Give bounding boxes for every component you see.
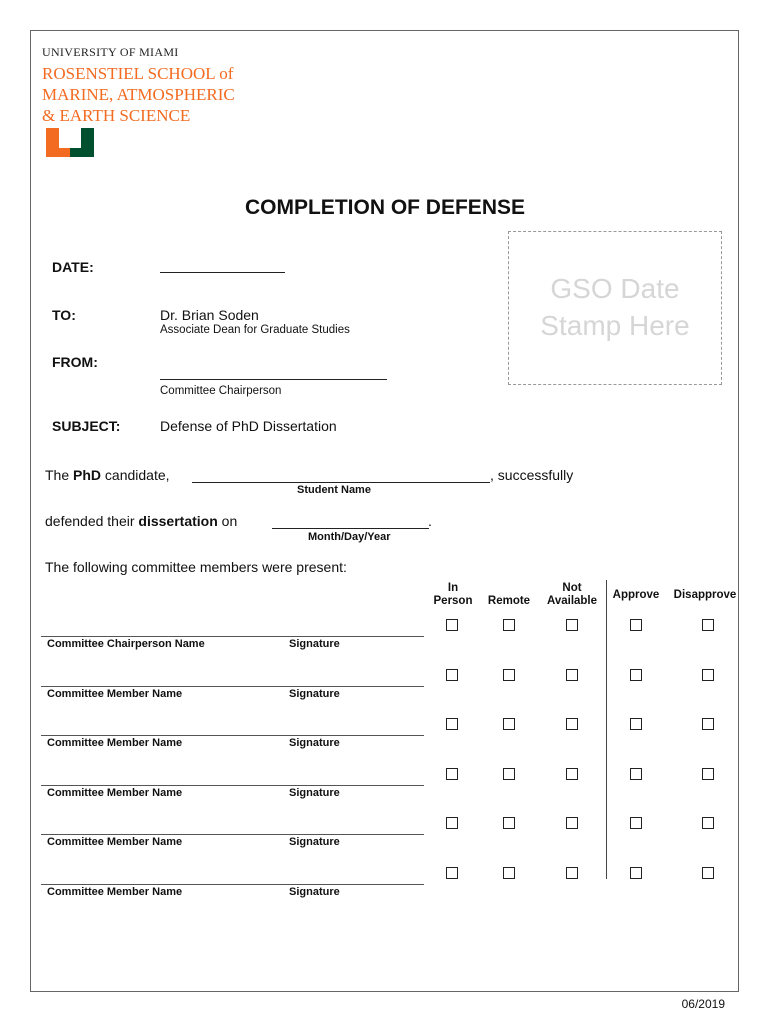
signature-label: Signature [289,836,340,848]
checkbox-remote[interactable] [503,867,515,879]
signature-label: Signature [289,787,340,799]
signature-label: Signature [289,886,340,898]
to-name: Dr. Brian Soden [160,307,259,323]
column-header-disapprove: Disapprove [673,589,737,601]
checkbox-in-person[interactable] [446,867,458,879]
university-name: UNIVERSITY OF MIAMI [42,45,179,59]
member-name-label: Committee Member Name [47,688,183,700]
checkbox-approve[interactable] [630,768,642,780]
column-divider [606,580,607,879]
text-fragment: dissertation [138,513,218,529]
student-name-field[interactable] [192,482,490,483]
member-name-label: Committee Member Name [47,737,183,749]
header-line: Person [433,595,473,607]
date-caption: Month/Day/Year [308,531,391,543]
member-name-label: Committee Member Name [47,836,183,848]
checkbox-in-person[interactable] [446,768,458,780]
checkbox-remote[interactable] [503,619,515,631]
text-fragment: The [45,467,74,483]
to-title: Associate Dean for Graduate Studies [160,324,350,336]
defended-sentence [45,513,237,529]
member-name-label: Committee Chairperson Name [47,638,205,650]
form-title: COMPLETION OF DEFENSE [244,196,525,219]
text-fragment: on [217,513,238,529]
signature-line[interactable] [41,785,424,786]
school-name-line: MARINE, ATMOSPHERIC [42,85,235,104]
checkbox-not-available[interactable] [566,768,578,780]
candidate-sentence-start [45,467,170,483]
subject-label: SUBJECT: [52,418,121,434]
stamp-text: Stamp Here [540,310,690,341]
checkbox-in-person[interactable] [446,718,458,730]
checkbox-remote[interactable] [503,768,515,780]
checkbox-disapprove[interactable] [702,669,714,681]
member-name-label: Committee Member Name [47,787,183,799]
checkbox-not-available[interactable] [566,867,578,879]
header-line: In [447,582,459,594]
checkbox-not-available[interactable] [566,718,578,730]
header-line: Available [546,595,598,607]
subject-value: Defense of PhD Dissertation [160,418,337,434]
school-name [42,63,235,126]
checkbox-not-available[interactable] [566,817,578,829]
column-header-approve: Approve [612,589,660,601]
date-stamp-box [508,231,722,385]
checkbox-approve[interactable] [630,669,642,681]
to-label: TO: [52,307,76,323]
checkbox-disapprove[interactable] [702,768,714,780]
members-intro: The following committee members were present: [45,559,347,575]
header-line: Not [562,582,582,594]
form-revision-date: 06/2019 [681,997,725,1011]
signature-label: Signature [289,638,340,650]
column-header-remote: Remote [487,595,531,607]
text-fragment: PhD [73,467,102,483]
checkbox-remote[interactable] [503,817,515,829]
stamp-text: GSO Date [550,273,680,304]
from-label: FROM: [52,354,98,370]
checkbox-disapprove[interactable] [702,718,714,730]
candidate-sentence-end: , successfully [490,467,574,483]
school-name-line: ROSENSTIEL SCHOOL of [42,64,234,83]
signature-line[interactable] [41,834,424,835]
checkbox-approve[interactable] [630,619,642,631]
column-header-not-available [540,582,604,608]
checkbox-in-person[interactable] [446,619,458,631]
checkbox-approve[interactable] [630,817,642,829]
checkbox-disapprove[interactable] [702,619,714,631]
member-name-label: Committee Member Name [47,886,183,898]
date-field[interactable] [160,272,285,273]
checkbox-in-person[interactable] [446,817,458,829]
signature-label: Signature [289,688,340,700]
date-label: DATE: [52,259,94,275]
signature-line[interactable] [41,735,424,736]
signature-line[interactable] [41,686,424,687]
checkbox-approve[interactable] [630,718,642,730]
checkbox-not-available[interactable] [566,619,578,631]
column-header-in-person [428,582,478,608]
from-caption: Committee Chairperson [160,385,282,397]
defense-date-field[interactable] [272,528,429,529]
text-fragment: candidate, [101,467,170,483]
student-name-caption: Student Name [297,484,371,496]
checkbox-disapprove[interactable] [702,817,714,829]
sentence-period: . [428,513,432,529]
checkbox-approve[interactable] [630,867,642,879]
checkbox-not-available[interactable] [566,669,578,681]
from-field[interactable] [160,379,387,380]
signature-label: Signature [289,737,340,749]
signature-line[interactable] [41,884,424,885]
signature-line[interactable] [41,636,424,637]
checkbox-remote[interactable] [503,718,515,730]
text-fragment: defended their [45,513,139,529]
school-name-line: & EARTH SCIENCE [42,106,191,125]
checkbox-remote[interactable] [503,669,515,681]
checkbox-in-person[interactable] [446,669,458,681]
checkbox-disapprove[interactable] [702,867,714,879]
u-logo-icon [46,128,94,158]
